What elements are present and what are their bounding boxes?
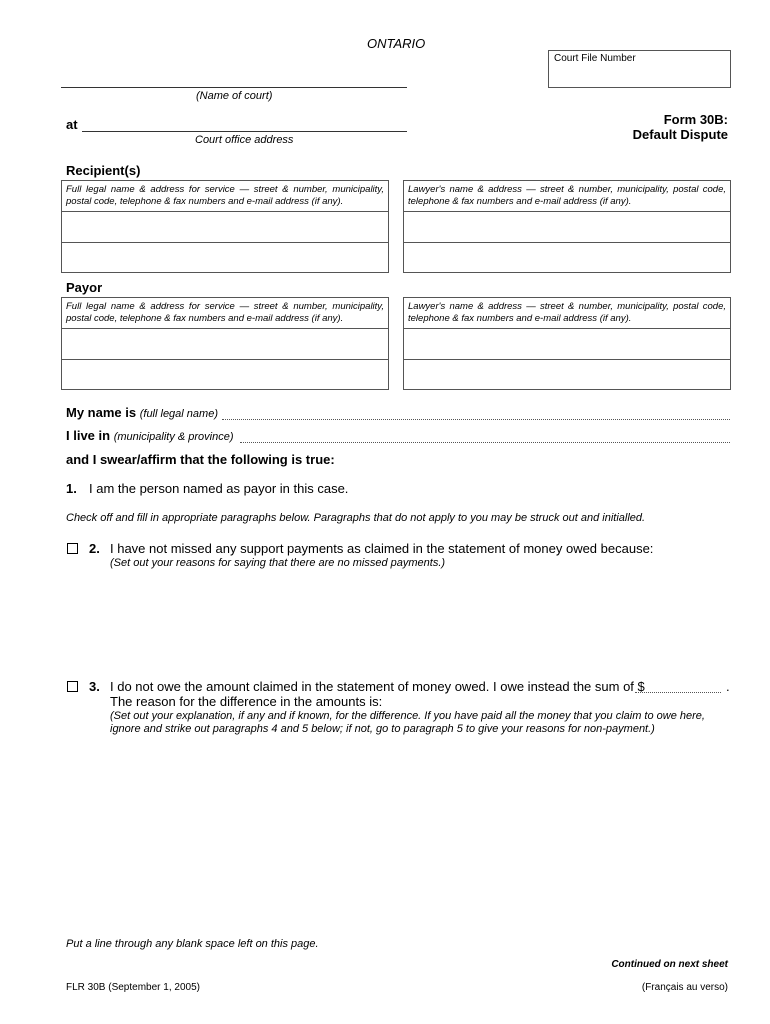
blank-space-note: Put a line through any blank space left on this page. xyxy=(66,938,319,950)
live-in-field[interactable] xyxy=(240,442,730,443)
court-office-address-caption: Court office address xyxy=(195,134,294,146)
recipient-lawyer-box xyxy=(403,180,731,273)
my-name-field[interactable] xyxy=(222,419,730,420)
recipient-party-field-1[interactable] xyxy=(62,211,388,243)
my-name-label: My name is xyxy=(66,405,137,420)
paragraph-3-text-2: The reason for the difference in the amounts is: xyxy=(110,694,383,709)
recipient-party-field-2[interactable] xyxy=(62,242,388,274)
recipient-party-box xyxy=(61,180,389,273)
live-in-row xyxy=(66,428,234,443)
form-id: FLR 30B (September 1, 2005) xyxy=(66,982,200,993)
name-of-court-caption: (Name of court) xyxy=(196,90,273,102)
paragraph-3-number: 3. xyxy=(89,679,100,694)
payor-party-box xyxy=(61,297,389,390)
swear-statement: and I swear/affirm that the following is true: xyxy=(66,452,335,467)
recipient-lawyer-field-1[interactable] xyxy=(404,211,730,243)
payor-lawyer-field-2[interactable] xyxy=(404,359,730,391)
court-office-address-line[interactable] xyxy=(82,131,407,132)
my-name-row xyxy=(66,405,218,420)
form-title: Default Dispute xyxy=(632,127,728,142)
recipients-heading: Recipient(s) xyxy=(66,163,141,178)
form-number: Form 30B: xyxy=(663,112,728,127)
paragraph-3-period: . xyxy=(726,679,730,694)
payor-party-field-2[interactable] xyxy=(62,359,388,391)
payor-lawyer-caption: Lawyer's name & address — street & number, municipality, postal code, telephone & fax numbers and e-mail address (if any). xyxy=(408,301,726,324)
paragraph-1-text: I am the person named as payor in this case. xyxy=(89,481,349,496)
paragraph-2-checkbox[interactable] xyxy=(67,543,78,554)
jurisdiction-title: ONTARIO xyxy=(367,36,426,51)
payor-lawyer-field-1[interactable] xyxy=(404,328,730,360)
court-file-number-label: Court File Number xyxy=(554,53,636,64)
paragraph-3-checkbox[interactable] xyxy=(67,681,78,692)
recipient-lawyer-caption: Lawyer's name & address — street & number, municipality, postal code, telephone & fax numbers and e-mail address (if any). xyxy=(408,184,726,207)
paragraph-1-number: 1. xyxy=(66,481,77,496)
payor-party-field-1[interactable] xyxy=(62,328,388,360)
instruction-text: Check off and fill in appropriate paragraphs below. Paragraphs that do not apply to you may be struck out and initialled. xyxy=(66,512,646,524)
live-in-label: I live in xyxy=(66,428,111,443)
at-label: at xyxy=(66,117,78,132)
continued-note: Continued on next sheet xyxy=(611,959,728,970)
paragraph-3-answer-area[interactable] xyxy=(110,742,730,932)
recipient-lawyer-field-2[interactable] xyxy=(404,242,730,274)
paragraph-3-hint-1: (Set out your explanation, if any and if known, for the difference. If you have paid all the money that you claim to owe here, xyxy=(110,710,705,722)
name-of-court-line[interactable] xyxy=(61,87,407,88)
payor-lawyer-box xyxy=(403,297,731,390)
payor-party-caption: Full legal name & address for service — street & number, municipality, postal code, telephone & fax numbers and e-mail address (if any). xyxy=(66,301,384,324)
paragraph-2-text: I have not missed any support payments as claimed in the statement of money owed because: xyxy=(110,541,654,556)
paragraph-3-text: I do not owe the amount claimed in the statement of money owed. I owe instead the sum of $ xyxy=(110,679,645,694)
court-file-number-box[interactable] xyxy=(548,50,731,88)
payor-heading: Payor xyxy=(66,280,103,295)
live-in-hint: (municipality & province) xyxy=(113,431,234,443)
my-name-hint: (full legal name) xyxy=(139,408,218,420)
paragraph-2-number: 2. xyxy=(89,541,100,556)
recipient-party-caption: Full legal name & address for service — street & number, municipality, postal code, telephone & fax numbers and e-mail address (if any). xyxy=(66,184,384,207)
paragraph-2-hint: (Set out your reasons for saying that there are no missed payments.) xyxy=(110,557,446,569)
french-version-note: (Français au verso) xyxy=(641,982,728,993)
amount-owed-field[interactable] xyxy=(635,692,721,693)
paragraph-3-hint-2: ignore and strike out paragraphs 4 and 5 below; if not, go to paragraph 5 to give your reasons for non-payment.) xyxy=(110,723,655,735)
paragraph-2-answer-area[interactable] xyxy=(110,574,730,670)
